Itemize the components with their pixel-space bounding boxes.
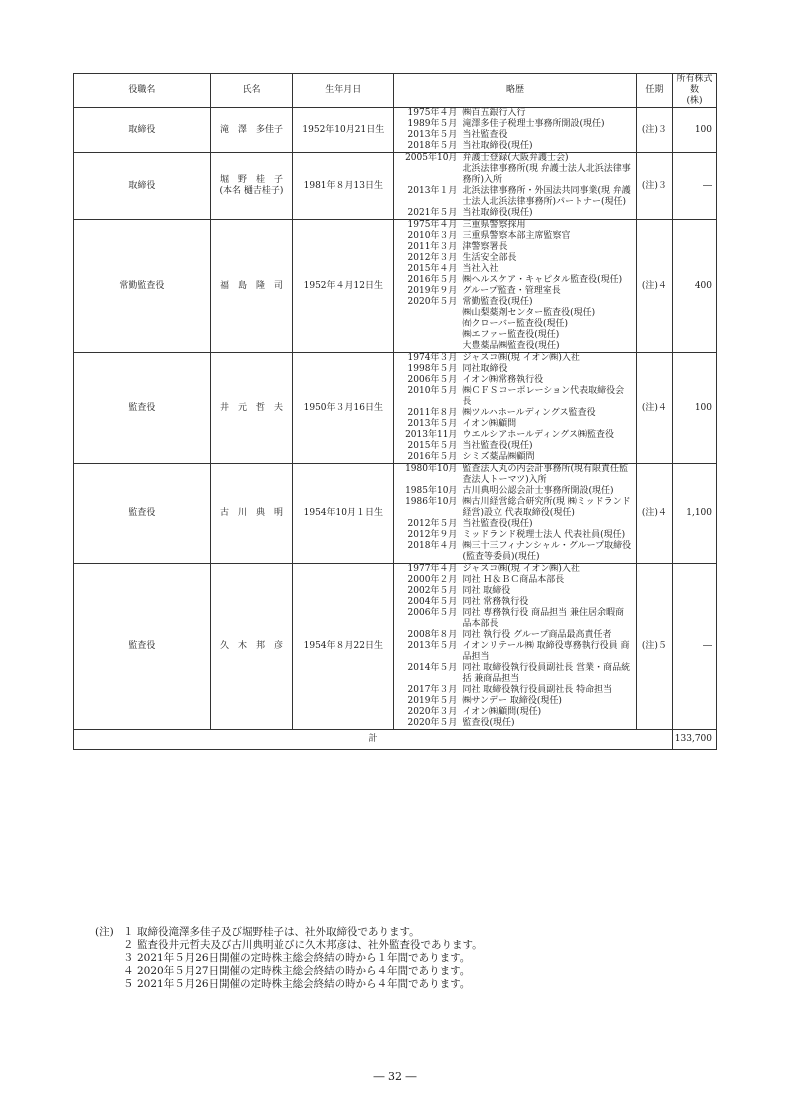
officer-name xyxy=(210,464,292,564)
note-item xyxy=(95,965,483,978)
history-entry xyxy=(394,375,635,386)
history-entry xyxy=(394,486,635,497)
history-date: 2005年10月 xyxy=(405,153,458,163)
note-number: １ xyxy=(123,926,134,938)
officer-name-line: (本名 樋𠮷桂子) xyxy=(219,186,284,196)
history-text: 監査役(現任) xyxy=(462,718,515,728)
officer-term: (注)４ xyxy=(636,464,673,564)
officer-title: 取締役 xyxy=(74,108,211,153)
officer-shares: ― xyxy=(673,153,717,220)
note-item xyxy=(95,939,483,952)
history-entry xyxy=(394,264,635,275)
history-text: 当社取締役(現任) xyxy=(462,141,533,151)
history-entry xyxy=(394,364,635,375)
history-date: 2018年４月 xyxy=(407,541,458,551)
header-term: 任期 xyxy=(636,74,673,108)
header-name: 氏名 xyxy=(210,74,292,108)
history-entry xyxy=(394,386,635,408)
history-entry xyxy=(394,153,635,164)
history-text: ㈲クローバー監査役(現任) xyxy=(462,319,569,329)
history-date: 2021年５月 xyxy=(407,208,458,218)
note-number: ２ xyxy=(123,939,134,951)
history-entry xyxy=(394,630,635,641)
history-text: ㈱古川経営総合研究所(現 ㈱ミッドランド経営)設立 代表取締役(現任) xyxy=(462,497,631,518)
page-number: ― 32 ― xyxy=(373,1070,417,1083)
officer-name xyxy=(210,108,292,153)
history-date: 2016年５月 xyxy=(407,452,458,462)
history-text: シミズ薬品㈱顧問 xyxy=(462,452,535,462)
note-number: ３ xyxy=(123,952,134,964)
history-date: 2011年８月 xyxy=(407,408,458,418)
history-text: 同社 取締役執行役員副社長 特命担当 xyxy=(462,685,613,695)
history-text: イオン㈱常務執行役 xyxy=(462,375,544,385)
officer-term: (注)３ xyxy=(636,108,673,153)
history-date: 2013年11月 xyxy=(405,430,458,440)
officer-name xyxy=(210,220,292,353)
history-text: 三重県警察採用 xyxy=(462,220,526,230)
history-text: 津警察署長 xyxy=(462,242,508,252)
history-text: 同社 Ｈ＆ＢＣ商品本部長 xyxy=(462,575,565,585)
note-item xyxy=(95,978,483,991)
officer-name-line: 福 島 隆 司 xyxy=(219,280,283,291)
history-text: イオン㈱顧問(現任) xyxy=(462,707,542,717)
officer-title: 常勤監査役 xyxy=(74,220,211,353)
officer-row xyxy=(74,353,717,464)
officer-row xyxy=(74,153,717,220)
history-entry xyxy=(394,353,635,364)
history-entry xyxy=(394,530,635,541)
history-date: 2012年５月 xyxy=(407,519,458,529)
officer-name xyxy=(210,564,292,730)
officer-name-line: 井 元 哲 夫 xyxy=(219,402,283,413)
history-text: 同社 取締役 xyxy=(462,586,511,596)
officer-birth: 1952年４月12日生 xyxy=(293,220,394,353)
history-entry xyxy=(394,564,635,575)
history-date: 2010年５月 xyxy=(407,386,458,396)
history-date xyxy=(394,319,462,330)
history-entry xyxy=(394,707,635,718)
history-text: 当社監査役 xyxy=(462,130,508,140)
history-text: 当社入社 xyxy=(462,264,499,274)
header-history: 略歴 xyxy=(394,74,636,108)
history-date: 2020年５月 xyxy=(407,297,458,307)
history-entry xyxy=(394,408,635,419)
history-date: 2013年５月 xyxy=(407,130,458,140)
history-text: 弁護士登録(大阪弁護士会) xyxy=(462,153,569,163)
history-text: ㈱ヘルスケア・キャピタル監査役(現任) xyxy=(462,275,623,285)
officer-history xyxy=(394,108,636,153)
history-date: 1986年10月 xyxy=(405,497,458,507)
officer-row xyxy=(74,108,717,153)
history-date: 2010年３月 xyxy=(407,231,458,241)
history-text: グループ監査・管理室長 xyxy=(462,286,561,296)
officer-name-line: 久 木 邦 彦 xyxy=(219,641,283,651)
history-date: 2020年５月 xyxy=(407,718,458,728)
history-date xyxy=(394,330,462,341)
header-title: 役職名 xyxy=(74,74,211,108)
history-entry xyxy=(394,286,635,297)
officer-term: (注)３ xyxy=(636,153,673,220)
history-entry xyxy=(394,441,635,452)
officer-name-line: 古 川 典 明 xyxy=(219,508,283,518)
history-entry xyxy=(394,541,635,563)
history-text: 三重県警察本部主席監察官 xyxy=(462,231,571,241)
history-text: ㈱山梨薬剤センター監査役(現任) xyxy=(462,308,596,318)
history-text: 大豊薬品㈱監査役(現任) xyxy=(462,341,560,351)
history-entry xyxy=(394,231,635,242)
officer-name xyxy=(210,153,292,220)
history-entry xyxy=(394,597,635,608)
history-date: 2000年２月 xyxy=(407,575,458,585)
table-header-row xyxy=(74,74,717,108)
officer-history xyxy=(394,464,636,564)
note-text: 監査役井元哲夫及び古川典明並びに久木邦彦は、社外監査役であります。 xyxy=(137,939,483,951)
note-item xyxy=(95,926,483,939)
history-date: 2015年５月 xyxy=(407,441,458,451)
history-entry xyxy=(394,341,635,352)
history-text: 同社 執行役 グループ商品最高責任者 xyxy=(462,630,612,640)
history-entry xyxy=(394,575,635,586)
history-text: イオンリテール㈱ 取締役専務執行役員 商品担当 xyxy=(462,641,630,662)
history-entry xyxy=(394,641,635,663)
history-entry xyxy=(394,186,635,208)
history-date xyxy=(394,341,462,352)
history-entry xyxy=(394,308,635,319)
history-entry xyxy=(394,608,635,630)
note-text: 2020年５月27日開催の定時株主総会終結の時から４年間であります。 xyxy=(137,965,471,977)
history-text: ジャスコ㈱(現 イオン㈱)入社 xyxy=(462,564,580,574)
history-date: 1974年３月 xyxy=(407,353,458,363)
history-date xyxy=(394,164,462,186)
history-date: 1989年５月 xyxy=(407,119,458,129)
history-entry xyxy=(394,586,635,597)
history-entry xyxy=(394,275,635,286)
officer-title: 監査役 xyxy=(74,564,211,730)
officer-shares: 100 xyxy=(673,108,717,153)
history-date: 2008年８月 xyxy=(407,630,458,640)
history-date: 2013年５月 xyxy=(407,641,458,651)
history-entry xyxy=(394,497,635,519)
officer-history xyxy=(394,220,636,353)
history-date: 2014年５月 xyxy=(407,663,458,673)
total-value: 133,700 xyxy=(673,730,717,750)
history-date: 1975年４月 xyxy=(407,108,458,118)
history-entry xyxy=(394,452,635,463)
history-entry xyxy=(394,519,635,530)
history-text: 同社 取締役執行役員副社長 営業・商品統括 兼商品担当 xyxy=(462,663,631,684)
officer-rows xyxy=(74,108,717,730)
officer-birth: 1981年８月13日生 xyxy=(293,153,394,220)
officer-shares: 100 xyxy=(673,353,717,464)
officer-history xyxy=(394,353,636,464)
total-row xyxy=(74,730,717,750)
note-text: 取締役滝澤多佳子及び堀野桂子は、社外取締役であります。 xyxy=(137,926,420,938)
officer-row xyxy=(74,464,717,564)
history-date: 2013年５月 xyxy=(407,419,458,429)
history-entry xyxy=(394,319,635,330)
history-date: 1985年10月 xyxy=(405,486,458,496)
history-text: イオン㈱顧問 xyxy=(462,419,517,429)
history-entry xyxy=(394,220,635,231)
history-date: 2019年５月 xyxy=(407,696,458,706)
officer-birth: 1954年８月22日生 xyxy=(293,564,394,730)
history-text: 北浜法律事務所(現 弁護士法人北浜法律事務所)入所 xyxy=(462,164,631,185)
note-item xyxy=(95,952,483,965)
officer-term: (注)４ xyxy=(636,353,673,464)
history-text: ㈱ツルハホールディングス監査役 xyxy=(462,408,596,418)
officer-birth: 1952年10月21日生 xyxy=(293,108,394,153)
history-text: 当社監査役(現任) xyxy=(462,519,533,529)
officer-name-line: 滝 澤 多佳子 xyxy=(219,124,283,135)
history-date: 2017年３月 xyxy=(407,685,458,695)
history-entry xyxy=(394,419,635,430)
officer-title: 監査役 xyxy=(74,353,211,464)
history-text: 滝澤多佳子税理士事務所開設(現任) xyxy=(462,119,605,129)
history-text: ジャスコ㈱(現 イオン㈱)入社 xyxy=(462,353,580,363)
officer-shares: 1,100 xyxy=(673,464,717,564)
history-entry xyxy=(394,464,635,486)
officers-table xyxy=(73,73,717,750)
history-date: 2016年５月 xyxy=(407,275,458,285)
history-date: 2019年９月 xyxy=(407,286,458,296)
note-text: 2021年５月26日開催の定時株主総会終結の時から１年間であります。 xyxy=(137,952,471,964)
officer-title: 監査役 xyxy=(74,464,211,564)
officer-term: (注)５ xyxy=(636,564,673,730)
history-date: 2018年５月 xyxy=(407,141,458,151)
history-entry xyxy=(394,685,635,696)
history-text: 当社監査役(現任) xyxy=(462,441,533,451)
history-text: ウエルシアホールディングス㈱監査役 xyxy=(462,430,615,440)
note-number: ５ xyxy=(123,978,134,990)
history-date: 2015年４月 xyxy=(407,264,458,274)
history-text: ミッドランド税理士法人 代表社員(現任) xyxy=(462,530,626,540)
history-entry xyxy=(394,130,635,141)
history-text: 北浜法律事務所・外国法共同事業(現 弁護士法人北浜法律事務所)パートナー(現任) xyxy=(462,186,631,207)
history-text: ㈱三十三フィナンシャル・グループ取締役(監査等委員)(現任) xyxy=(462,541,632,562)
history-text: 監査法人丸の内会計事務所(現有限責任監査法人トーマツ)入所 xyxy=(462,464,628,485)
notes xyxy=(95,926,483,991)
officer-birth: 1954年10月１日生 xyxy=(293,464,394,564)
officer-row xyxy=(74,220,717,353)
officer-name xyxy=(210,353,292,464)
note-number: ４ xyxy=(123,965,134,977)
history-date: 2002年５月 xyxy=(407,586,458,596)
history-text: ㈱エファー監査役(現任) xyxy=(462,330,560,340)
history-entry xyxy=(394,718,635,729)
officer-term: (注)４ xyxy=(636,220,673,353)
history-date xyxy=(394,308,462,319)
history-text: 同社 専務執行役 商品担当 兼住居余暇商品本部長 xyxy=(462,608,625,629)
history-date: 2011年３月 xyxy=(407,242,458,252)
history-text: 生活安全部長 xyxy=(462,253,517,263)
header-birth: 生年月日 xyxy=(293,74,394,108)
header-shares: 所有株式数 (株) xyxy=(673,74,717,108)
history-date: 2012年３月 xyxy=(407,253,458,263)
total-label: 計 xyxy=(74,730,673,750)
history-entry xyxy=(394,430,635,441)
history-date: 1977年４月 xyxy=(407,564,458,574)
history-entry xyxy=(394,297,635,308)
history-text: ㈱サンデー 取締役(現任) xyxy=(462,696,562,706)
history-date: 2020年３月 xyxy=(407,707,458,717)
history-entry xyxy=(394,119,635,130)
history-date: 2013年１月 xyxy=(407,186,458,196)
history-entry xyxy=(394,663,635,685)
officer-history xyxy=(394,153,636,220)
history-entry xyxy=(394,208,635,219)
history-entry xyxy=(394,253,635,264)
history-text: 常勤監査役(現任) xyxy=(462,297,533,307)
officer-birth: 1950年３月16日生 xyxy=(293,353,394,464)
officer-title: 取締役 xyxy=(74,153,211,220)
history-date: 1980年10月 xyxy=(405,464,458,474)
history-text: ㈱ＣＦＳコーポレーション代表取締役会長 xyxy=(462,386,625,407)
history-entry xyxy=(394,242,635,253)
history-text: ㈱百五銀行入行 xyxy=(462,108,526,118)
history-entry xyxy=(394,330,635,341)
officer-history xyxy=(394,564,636,730)
history-entry xyxy=(394,108,635,119)
history-date: 1998年５月 xyxy=(407,364,458,374)
history-text: 古川典明公認会計士事務所開設(現任) xyxy=(462,486,614,496)
history-date: 1975年４月 xyxy=(407,220,458,230)
officer-row xyxy=(74,564,717,730)
officer-name-line: 堀 野 桂 子 xyxy=(219,175,283,185)
history-date: 2012年９月 xyxy=(407,530,458,540)
note-prefix: (注) xyxy=(95,926,114,938)
note-text: 2021年５月26日開催の定時株主総会終結の時から４年間であります。 xyxy=(137,978,471,990)
history-date: 2006年５月 xyxy=(407,608,458,618)
history-date: 2004年５月 xyxy=(407,597,458,607)
officer-shares: ― xyxy=(673,564,717,730)
history-text: 同社取締役 xyxy=(462,364,508,374)
history-entry xyxy=(394,141,635,152)
history-text: 同社 常務執行役 xyxy=(462,597,529,607)
history-date: 2006年５月 xyxy=(407,375,458,385)
history-entry xyxy=(394,164,635,186)
history-entry xyxy=(394,696,635,707)
history-text: 当社取締役(現任) xyxy=(462,208,533,218)
officer-shares: 400 xyxy=(673,220,717,353)
